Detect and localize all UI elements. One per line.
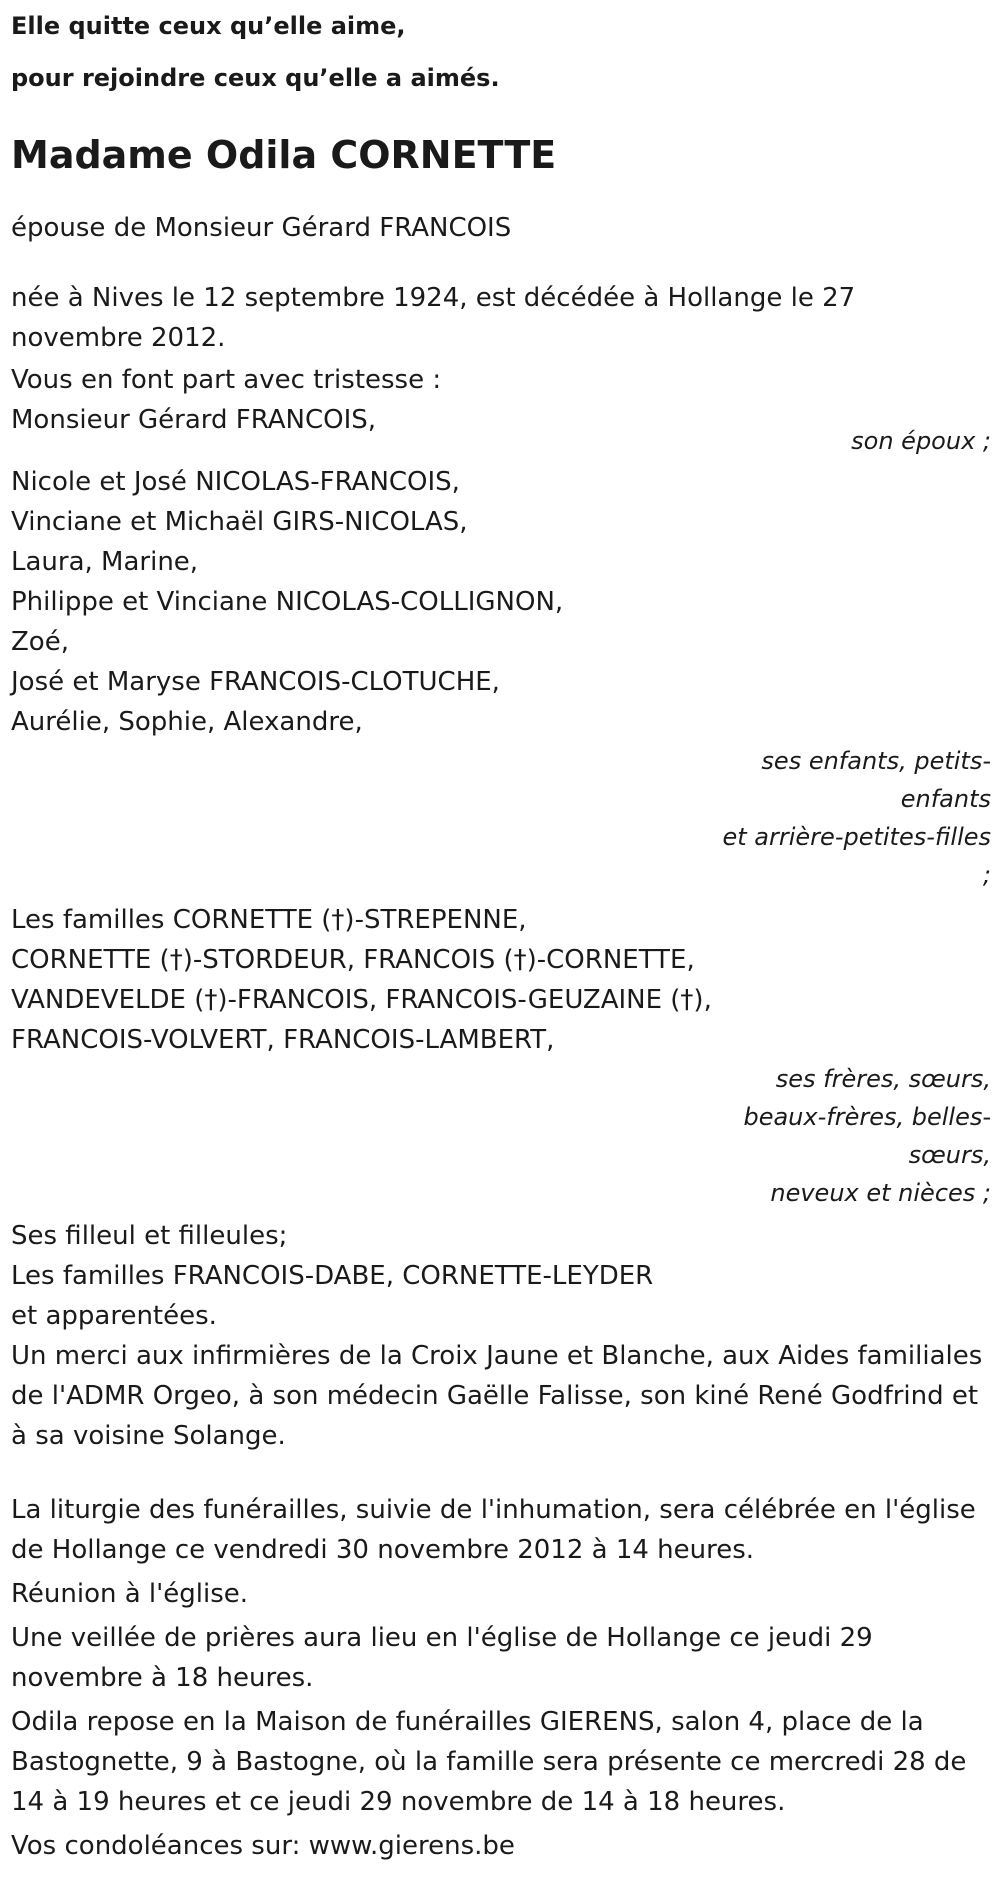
list-item: Philippe et Vinciane NICOLAS-COLLIGNON,: [11, 587, 564, 617]
list-item: Zoé,: [11, 627, 69, 657]
obituary-content: [11, 0, 991, 1866]
deceased-name: Madame Odila CORNETTE: [11, 133, 557, 177]
thanks-paragraph: Un merci aux infirmières de la Croix Jaune et Blanche, aux Aides familiales de l'ADMR Orgeo, à son médecin Gaëlle Falisse, son kiné René Godfrind et à sa voisine Solange.: [11, 1341, 983, 1451]
spouse-line: épouse de Monsieur Gérard FRANCOIS: [11, 213, 512, 243]
list-item: Laura, Marine,: [11, 547, 199, 577]
siblings-role-line-3: neveux et nièces ;: [770, 1179, 991, 1207]
liturgy-paragraph: La liturgie des funérailles, suivie de l'inhumation, sera célébrée en l'église de Hollange ce vendredi 30 novembre 2012 à 14 heures.: [11, 1495, 976, 1565]
rest-paragraph: Odila repose en la Maison de funérailles GIERENS, salon 4, place de la Bastognette, 9 à Bastogne, où la famille sera présente ce mercredi 28 de 14 à 19 heures et ce jeudi 29 novembre de 14 à 18 heures.: [11, 1707, 967, 1817]
siblings-role: [11, 1060, 991, 1212]
siblings-role-line-1: ses frères, sœurs,: [775, 1065, 991, 1093]
spouse-name: Monsieur Gérard FRANCOIS,: [11, 405, 377, 435]
list-item: Aurélie, Sophie, Alexandre,: [11, 707, 363, 737]
related-line: et apparentées.: [11, 1301, 217, 1331]
list-item: Nicole et José NICOLAS-FRANCOIS,: [11, 467, 460, 497]
list-item: VANDEVELDE (†)-FRANCOIS, FRANCOIS-GEUZAINE (†),: [11, 985, 712, 1015]
list-item: Les familles CORNETTE (†)-STREPENNE,: [11, 905, 527, 935]
children-list: [11, 462, 991, 742]
list-item: FRANCOIS-VOLVERT, FRANCOIS-LAMBERT,: [11, 1025, 555, 1055]
condolences-line: Vos condoléances sur: www.gierens.be: [11, 1831, 515, 1861]
siblings-role-line-2: beaux-frères, belles-sœurs,: [743, 1103, 991, 1169]
motto: [11, 0, 991, 104]
children-role-line-2: et arrière-petites-filles ;: [722, 823, 991, 889]
siblings-list: [11, 900, 991, 1060]
meeting-line: Réunion à l'église.: [11, 1579, 249, 1609]
motto-line-1: Elle quitte ceux qu’elle aime,: [11, 12, 406, 40]
spouse-role: son époux ;: [851, 427, 991, 455]
vigil-paragraph: Une veillée de prières aura lieu en l'église de Hollange ce jeudi 29 novembre à 18 heures.: [11, 1623, 873, 1693]
announcement-intro: Vous en font part avec tristesse :: [11, 365, 442, 395]
list-item: Vinciane et Michaël GIRS-NICOLAS,: [11, 507, 468, 537]
motto-line-2: pour rejoindre ceux qu’elle a aimés.: [11, 64, 500, 92]
families-line: Les familles FRANCOIS-DABE, CORNETTE-LEYDER: [11, 1261, 654, 1291]
list-item: José et Maryse FRANCOIS-CLOTUCHE,: [11, 667, 500, 697]
list-item: CORNETTE (†)-STORDEUR, FRANCOIS (†)-CORNETTE,: [11, 945, 695, 975]
godchildren-line: Ses filleul et filleules;: [11, 1221, 288, 1251]
birth-death-line: née à Nives le 12 septembre 1924, est décédée à Hollange le 27 novembre 2012.: [11, 283, 856, 353]
children-role-line-1: ses enfants, petits-enfants: [761, 747, 991, 813]
children-role: [11, 742, 991, 894]
